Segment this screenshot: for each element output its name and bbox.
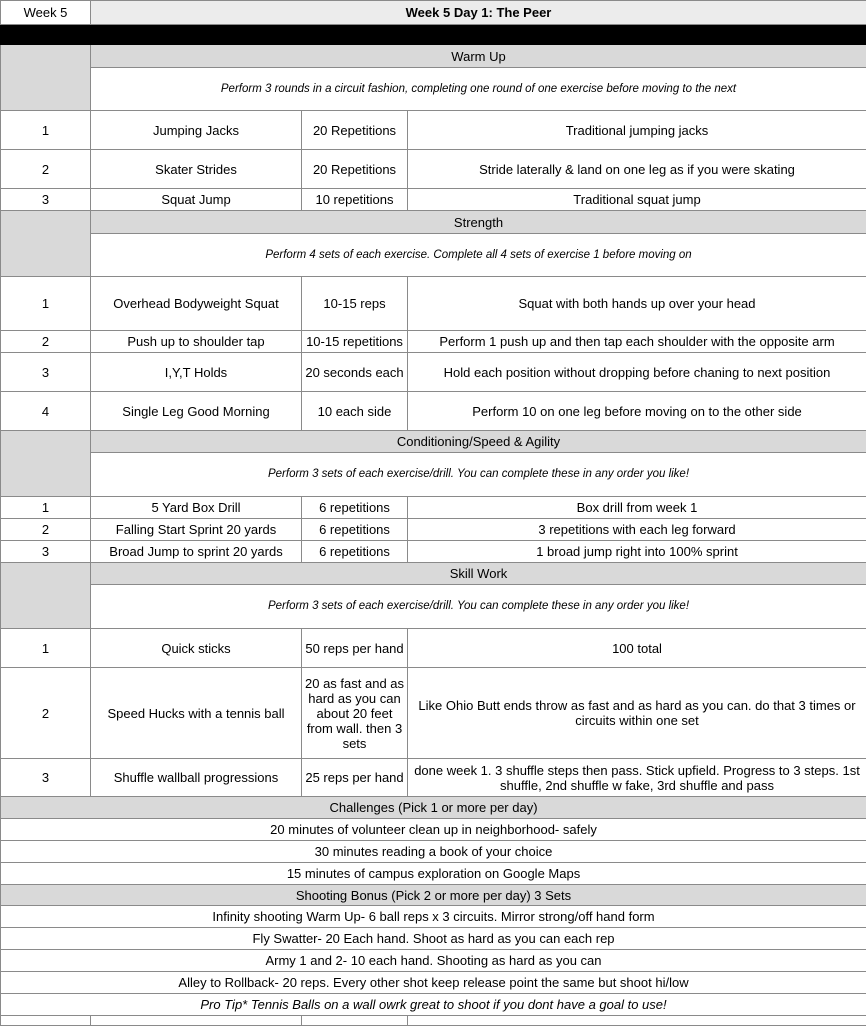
section-instruction[interactable]: Perform 3 sets of each exercise/drill. You can complete these in any order you like!: [91, 585, 866, 629]
reps-cell[interactable]: 6 repetitions: [302, 519, 408, 541]
exercise-cell[interactable]: Shuffle wallball progressions: [91, 759, 302, 797]
row-number[interactable]: 3: [1, 759, 91, 797]
reps-cell[interactable]: 6 repetitions: [302, 497, 408, 519]
notes-cell[interactable]: Perform 1 push up and then tap each shoulder with the opposite arm: [408, 331, 866, 353]
row-number[interactable]: 3: [1, 353, 91, 392]
section-gutter: [1, 45, 91, 111]
shooting-item[interactable]: Infinity shooting Warm Up- 6 ball reps x 3 circuits. Mirror strong/off hand form: [1, 906, 866, 928]
row-number[interactable]: 2: [1, 150, 91, 189]
shooting-bonus-header[interactable]: Shooting Bonus (Pick 2 or more per day) 3 Sets: [1, 885, 866, 906]
challenge-item[interactable]: 20 minutes of volunteer clean up in neighborhood- safely: [1, 819, 866, 841]
notes-cell[interactable]: Perform 10 on one leg before moving on to the other side: [408, 392, 866, 431]
challenge-item[interactable]: 15 minutes of campus exploration on Google Maps: [1, 863, 866, 885]
section-header-strength[interactable]: Strength: [91, 211, 866, 234]
row-number[interactable]: 3: [1, 189, 91, 211]
exercise-cell[interactable]: Falling Start Sprint 20 yards: [91, 519, 302, 541]
row-number[interactable]: 2: [1, 668, 91, 759]
notes-cell[interactable]: Box drill from week 1: [408, 497, 866, 519]
empty-cell[interactable]: [408, 1016, 866, 1026]
row-number[interactable]: 1: [1, 497, 91, 519]
reps-cell[interactable]: 10-15 reps: [302, 277, 408, 331]
notes-cell[interactable]: Stride laterally & land on one leg as if you were skating: [408, 150, 866, 189]
row-number[interactable]: 2: [1, 519, 91, 541]
exercise-cell[interactable]: Squat Jump: [91, 189, 302, 211]
exercise-cell[interactable]: Speed Hucks with a tennis ball: [91, 668, 302, 759]
exercise-cell[interactable]: Overhead Bodyweight Squat: [91, 277, 302, 331]
row-number[interactable]: 2: [1, 331, 91, 353]
section-gutter: [1, 431, 91, 497]
section-header-skill-work[interactable]: Skill Work: [91, 563, 866, 585]
empty-cell[interactable]: [302, 1016, 408, 1026]
section-instruction[interactable]: Perform 3 rounds in a circuit fashion, completing one round of one exercise before moving to the next: [91, 68, 866, 111]
notes-cell[interactable]: 1 broad jump right into 100% sprint: [408, 541, 866, 563]
notes-cell[interactable]: 100 total: [408, 629, 866, 668]
exercise-cell[interactable]: 5 Yard Box Drill: [91, 497, 302, 519]
empty-cell[interactable]: [1, 1016, 91, 1026]
page-title[interactable]: Week 5 Day 1: The Peer: [91, 1, 866, 25]
row-number[interactable]: 1: [1, 111, 91, 150]
section-gutter: [1, 211, 91, 277]
section-header-warm-up[interactable]: Warm Up: [91, 45, 866, 68]
exercise-cell[interactable]: Push up to shoulder tap: [91, 331, 302, 353]
row-number[interactable]: 3: [1, 541, 91, 563]
week-label[interactable]: Week 5: [1, 1, 91, 25]
exercise-cell[interactable]: Single Leg Good Morning: [91, 392, 302, 431]
shooting-item[interactable]: Fly Swatter- 20 Each hand. Shoot as hard as you can each rep: [1, 928, 866, 950]
reps-cell[interactable]: 20 as fast and as hard as you can about 20 feet from wall. then 3 sets: [302, 668, 408, 759]
section-instruction[interactable]: Perform 3 sets of each exercise/drill. You can complete these in any order you like!: [91, 453, 866, 497]
section-header-conditioning[interactable]: Conditioning/Speed & Agility: [91, 431, 866, 453]
exercise-cell[interactable]: Jumping Jacks: [91, 111, 302, 150]
black-bar-cell: [1, 25, 91, 45]
pro-tip[interactable]: Pro Tip* Tennis Balls on a wall owrk great to shoot if you dont have a goal to use!: [1, 994, 866, 1016]
section-gutter: [1, 563, 91, 629]
challenge-item[interactable]: 30 minutes reading a book of your choice: [1, 841, 866, 863]
exercise-cell[interactable]: I,Y,T Holds: [91, 353, 302, 392]
reps-cell[interactable]: 6 repetitions: [302, 541, 408, 563]
notes-cell[interactable]: Like Ohio Butt ends throw as fast and as hard as you can. do that 3 times or circuits within one set: [408, 668, 866, 759]
reps-cell[interactable]: 20 Repetitions: [302, 150, 408, 189]
reps-cell[interactable]: 10 repetitions: [302, 189, 408, 211]
row-number[interactable]: 1: [1, 629, 91, 668]
challenges-header[interactable]: Challenges (Pick 1 or more per day): [1, 797, 866, 819]
notes-cell[interactable]: Traditional squat jump: [408, 189, 866, 211]
exercise-cell[interactable]: Quick sticks: [91, 629, 302, 668]
exercise-cell[interactable]: Skater Strides: [91, 150, 302, 189]
notes-cell[interactable]: Squat with both hands up over your head: [408, 277, 866, 331]
shooting-item[interactable]: Alley to Rollback- 20 reps. Every other shot keep release point the same but shoot hi/low: [1, 972, 866, 994]
reps-cell[interactable]: 50 reps per hand: [302, 629, 408, 668]
notes-cell[interactable]: Traditional jumping jacks: [408, 111, 866, 150]
reps-cell[interactable]: 20 Repetitions: [302, 111, 408, 150]
exercise-cell[interactable]: Broad Jump to sprint 20 yards: [91, 541, 302, 563]
reps-cell[interactable]: 25 reps per hand: [302, 759, 408, 797]
row-number[interactable]: 1: [1, 277, 91, 331]
section-instruction[interactable]: Perform 4 sets of each exercise. Complete all 4 sets of exercise 1 before moving on: [91, 234, 866, 277]
shooting-item[interactable]: Army 1 and 2- 10 each hand. Shooting as hard as you can: [1, 950, 866, 972]
row-number[interactable]: 4: [1, 392, 91, 431]
reps-cell[interactable]: 10-15 repetitions: [302, 331, 408, 353]
notes-cell[interactable]: done week 1. 3 shuffle steps then pass. Stick upfield. Progress to 3 steps. 1st shuffle, 2nd shuffle w fake, 3rd shuffle and pass: [408, 759, 866, 797]
black-bar: [91, 25, 866, 45]
reps-cell[interactable]: 20 seconds each: [302, 353, 408, 392]
notes-cell[interactable]: 3 repetitions with each leg forward: [408, 519, 866, 541]
notes-cell[interactable]: Hold each position without dropping before chaning to next position: [408, 353, 866, 392]
reps-cell[interactable]: 10 each side: [302, 392, 408, 431]
empty-cell[interactable]: [91, 1016, 302, 1026]
